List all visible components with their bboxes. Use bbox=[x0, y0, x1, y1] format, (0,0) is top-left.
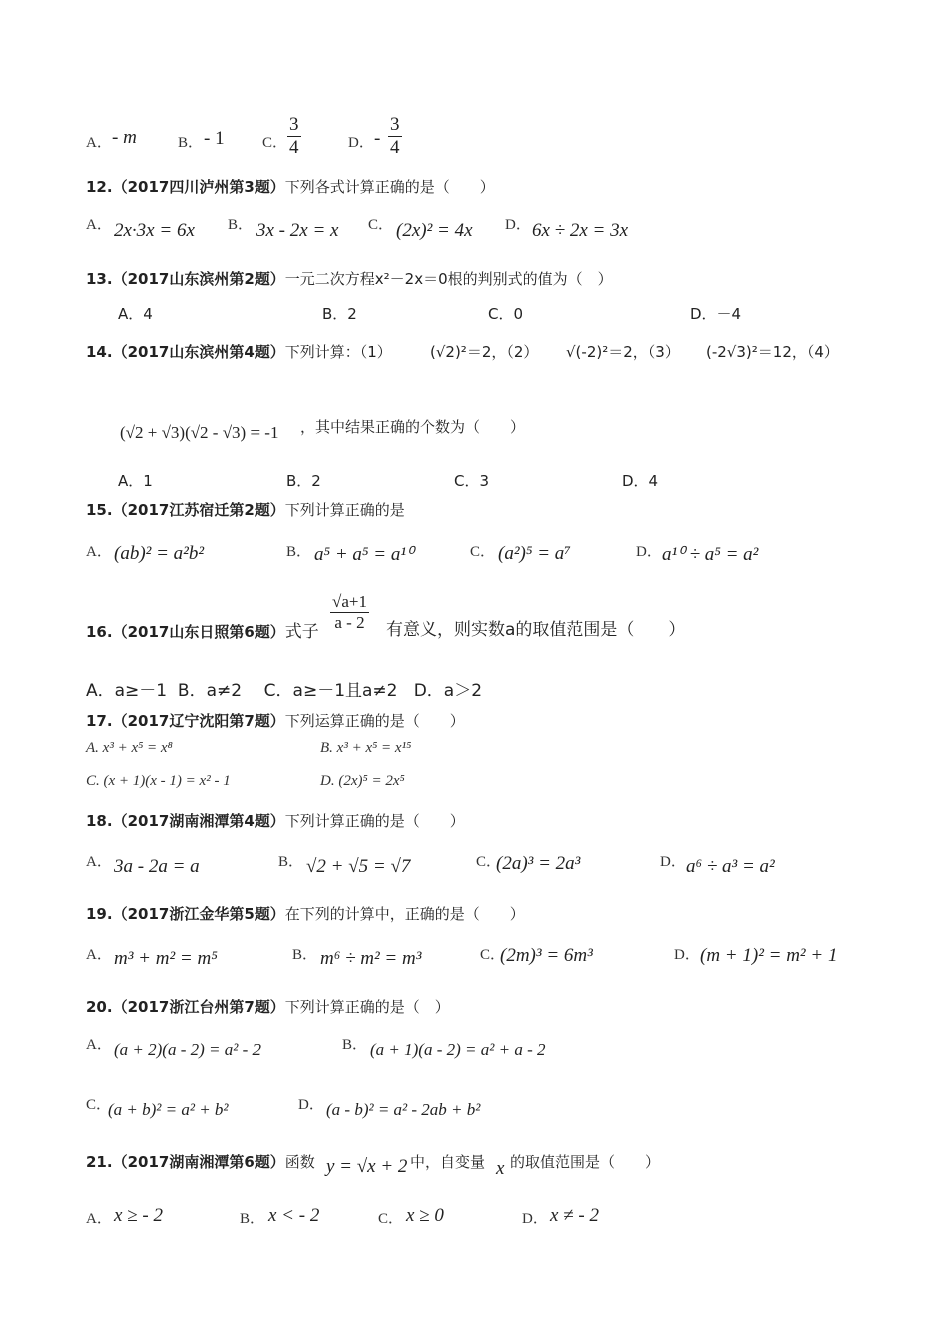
q17-question bbox=[86, 710, 465, 731]
q14-option-b: B．2 bbox=[286, 472, 321, 490]
q14-item-2: √(-2)²＝2，（3） bbox=[566, 343, 680, 361]
q12-option-c-expr: (2x)² = 4x bbox=[396, 220, 473, 241]
q19-option-a-label: A． bbox=[86, 947, 112, 963]
q17-number: 17. bbox=[86, 712, 113, 730]
q11-option-a-expr: - m bbox=[112, 127, 137, 148]
q15-option-d-label: D． bbox=[636, 544, 662, 560]
q21-text-lead: 函数 bbox=[284, 1153, 315, 1171]
q13-option-b: B．2 bbox=[322, 305, 357, 323]
q12-option-a-expr: 2x·3x = 6x bbox=[114, 220, 195, 241]
q20-option-d-label: D． bbox=[298, 1097, 324, 1113]
q15-option-c-label: C． bbox=[470, 544, 496, 560]
q12-option-a-label: A． bbox=[86, 217, 112, 233]
q14-text: 下列计算：（1） bbox=[284, 343, 392, 361]
q21-option-c-expr: x ≥ 0 bbox=[406, 1205, 444, 1226]
q21-text-mid: 中，自变量 bbox=[410, 1153, 486, 1171]
q19-question bbox=[86, 903, 525, 924]
q18-option-c-expr: (2a)³ = 2a³ bbox=[496, 853, 581, 874]
q20-option-d-expr: (a - b)² = a² - 2ab + b² bbox=[326, 1100, 481, 1119]
q11-option-d-fraction bbox=[388, 114, 402, 159]
q15-option-c-expr: (a²)⁵ = a⁷ bbox=[498, 543, 571, 564]
q12-number: 12. bbox=[86, 178, 113, 196]
q19-option-d-expr: (m + 1)² = m² + 1 bbox=[700, 945, 838, 966]
q13-option-d: D．－4 bbox=[690, 305, 742, 323]
q15-option-d-expr: a¹⁰ ÷ a⁵ = a² bbox=[662, 544, 759, 565]
q15-option-b-expr: a⁵ + a⁵ = a¹⁰ bbox=[314, 544, 414, 565]
q17-option-c: C. (x + 1)(x - 1) = x² - 1 bbox=[86, 773, 231, 789]
q20-text: 下列计算正确的是（ ） bbox=[284, 998, 450, 1016]
q17-option-d: D. (2x)⁵ = 2x⁵ bbox=[320, 773, 405, 789]
q19-option-b-label: B． bbox=[292, 947, 318, 963]
q15-source-tag: （2017江苏宿迁第2题） bbox=[112, 501, 285, 519]
q15-question bbox=[86, 499, 405, 520]
q21-text-tail: 的取值范围是（ ） bbox=[510, 1153, 661, 1171]
q12-option-d-expr: 6x ÷ 2x = 3x bbox=[532, 220, 629, 241]
q18-number: 18. bbox=[86, 812, 113, 830]
q13-question bbox=[86, 268, 613, 289]
q21-question bbox=[86, 1151, 315, 1172]
q16-question bbox=[86, 617, 319, 642]
q13-text: 一元二次方程x²－2x＝0根的判别式的值为（ ） bbox=[284, 270, 613, 288]
q18-option-a-label: A． bbox=[86, 854, 112, 870]
q13-option-c: C．0 bbox=[488, 305, 524, 323]
q19-text: 在下列的计算中，正确的是（ ） bbox=[284, 905, 525, 923]
q19-option-d-label: D． bbox=[674, 947, 700, 963]
q18-option-b-label: B． bbox=[278, 854, 304, 870]
q11-c-numerator: 3 bbox=[289, 114, 299, 135]
q21-option-d-label: D． bbox=[522, 1211, 548, 1227]
q16-fraction bbox=[330, 592, 369, 633]
q18-question bbox=[86, 810, 465, 831]
q17-option-a: A. x³ + x⁵ = x⁸ bbox=[86, 740, 173, 756]
q16-number: 16. bbox=[86, 623, 113, 641]
q20-source-tag: （2017浙江台州第7题） bbox=[112, 998, 285, 1016]
q16-numerator: √a+1 bbox=[332, 592, 367, 611]
q12-option-d-label: D． bbox=[505, 217, 531, 233]
q17-option-b: B. x³ + x⁵ = x¹⁵ bbox=[320, 740, 412, 756]
q21-option-b-expr: x < - 2 bbox=[268, 1205, 320, 1226]
q11-option-c-fraction bbox=[287, 114, 301, 159]
q21-source-tag: （2017湖南湘潭第6题） bbox=[112, 1153, 285, 1171]
q20-number: 20. bbox=[86, 998, 113, 1016]
q18-option-b-expr: √2 + √5 = √7 bbox=[306, 856, 411, 877]
q21-variable: x bbox=[496, 1158, 505, 1179]
q21-option-a-expr: x ≥ - 2 bbox=[114, 1205, 163, 1226]
q20-option-b-expr: (a + 1)(a - 2) = a² + a - 2 bbox=[370, 1040, 546, 1059]
q19-option-a-expr: m³ + m² = m⁵ bbox=[114, 948, 218, 969]
q12-option-c-label: C． bbox=[368, 217, 394, 233]
q11-option-b-expr: - 1 bbox=[204, 128, 225, 149]
q20-option-c-expr: (a + b)² = a² + b² bbox=[108, 1100, 229, 1119]
q13-source-tag: （2017山东滨州第2题） bbox=[112, 270, 285, 288]
q19-option-b-expr: m⁶ ÷ m² = m³ bbox=[320, 948, 422, 969]
q21-option-d-expr: x ≠ - 2 bbox=[550, 1205, 599, 1226]
q16-source-tag: （2017山东日照第6题） bbox=[112, 623, 285, 641]
q13-number: 13. bbox=[86, 270, 113, 288]
q16-options: A．a≥－1 B．a≠2 C．a≥－1且a≠2 D．a＞2 bbox=[86, 681, 483, 701]
q18-option-c-label: C． bbox=[476, 854, 502, 870]
q15-option-a-expr: (ab)² = a²b² bbox=[114, 543, 205, 564]
q15-option-a-label: A． bbox=[86, 544, 112, 560]
q14-number: 14. bbox=[86, 343, 113, 361]
q20-option-b-label: B． bbox=[342, 1037, 368, 1053]
q18-text: 下列计算正确的是（ ） bbox=[284, 812, 465, 830]
q19-option-c-label: C． bbox=[480, 947, 506, 963]
q15-option-b-label: B． bbox=[286, 544, 312, 560]
q17-text: 下列运算正确的是（ ） bbox=[284, 712, 465, 730]
q19-number: 19. bbox=[86, 905, 113, 923]
q11-option-b-label: B． bbox=[178, 135, 204, 151]
q12-question bbox=[86, 176, 495, 197]
q20-question bbox=[86, 996, 450, 1017]
q11-d-numerator: 3 bbox=[390, 114, 400, 135]
q12-option-b-label: B． bbox=[228, 217, 254, 233]
q16-text-lead: 式子 bbox=[284, 622, 319, 642]
q20-option-c-label: C． bbox=[86, 1097, 112, 1113]
q11-option-d-label: D． bbox=[348, 135, 374, 151]
q18-source-tag: （2017湖南湘潭第4题） bbox=[112, 812, 285, 830]
q18-option-d-expr: a⁶ ÷ a³ = a² bbox=[686, 856, 775, 877]
q12-source-tag: （2017四川泸州第3题） bbox=[112, 178, 285, 196]
q16-denominator: a - 2 bbox=[334, 613, 365, 632]
q11-option-d-sign: - bbox=[374, 128, 381, 149]
q18-option-a-expr: 3a - 2a = a bbox=[114, 856, 200, 877]
q16-text-tail: 有意义，则实数a的取值范围是（ ） bbox=[386, 620, 686, 640]
q14-option-d: D．4 bbox=[622, 472, 659, 490]
q21-option-c-label: C． bbox=[378, 1211, 404, 1227]
q21-function-expr: y = √x + 2 bbox=[326, 1156, 408, 1177]
q20-option-a-label: A． bbox=[86, 1037, 112, 1053]
q21-number: 21. bbox=[86, 1153, 113, 1171]
q12-text: 下列各式计算正确的是（ ） bbox=[284, 178, 495, 196]
q14-option-c: C．3 bbox=[454, 472, 490, 490]
q15-text: 下列计算正确的是 bbox=[284, 501, 405, 519]
q14-source-tag: （2017山东滨州第4题） bbox=[112, 343, 285, 361]
q13-option-a: A．4 bbox=[118, 305, 153, 323]
q14-item-1: (√2)²＝2，（2） bbox=[430, 343, 539, 361]
q21-option-b-label: B． bbox=[240, 1211, 266, 1227]
q11-c-denominator: 4 bbox=[289, 137, 299, 158]
q18-option-d-label: D． bbox=[660, 854, 686, 870]
q19-source-tag: （2017浙江金华第5题） bbox=[112, 905, 285, 923]
q14-option-a: A．1 bbox=[118, 472, 153, 490]
q14-item-4: (√2 + √3)(√2 - √3) = -1 bbox=[120, 423, 279, 442]
q11-option-c-label: C． bbox=[262, 135, 288, 151]
q15-number: 15. bbox=[86, 501, 113, 519]
q19-option-c-expr: (2m)³ = 6m³ bbox=[500, 945, 593, 966]
q14-question bbox=[86, 341, 392, 362]
q14-text-tail: ，其中结果正确的个数为（ ） bbox=[300, 418, 526, 436]
q14-item-3: (-2√3)²＝12，（4） bbox=[706, 343, 839, 361]
q11-option-a-label: A． bbox=[86, 135, 112, 151]
q17-source-tag: （2017辽宁沈阳第7题） bbox=[112, 712, 285, 730]
q20-option-a-expr: (a + 2)(a - 2) = a² - 2 bbox=[114, 1040, 262, 1059]
q11-d-denominator: 4 bbox=[390, 137, 400, 158]
q12-option-b-expr: 3x - 2x = x bbox=[256, 220, 339, 241]
q21-option-a-label: A． bbox=[86, 1211, 112, 1227]
